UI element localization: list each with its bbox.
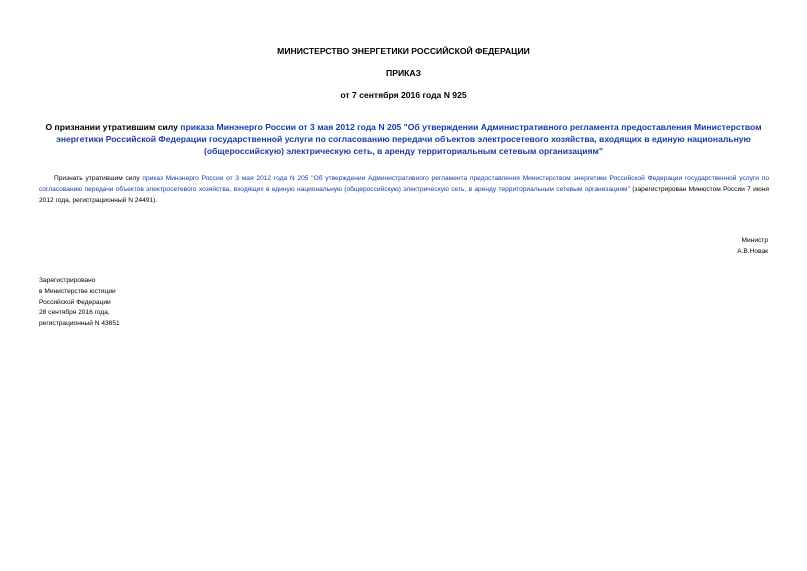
registration-line: регистрационный N 43851 [39,320,120,328]
order-type-heading: ПРИКАЗ [386,68,421,78]
registration-line: Российской Федерации [39,298,111,306]
registration-block [39,276,239,330]
registration-line: в Министерстве юстиции [39,287,116,295]
document-title [36,121,771,157]
title-order-link[interactable]: приказа Минэнерго России от 3 мая 2012 года N 205 "Об утверждении Административного регламента предоставления Министерством энергетики Российской Федерации государственной услуги по согласованию передачи объектов электросетевого хозяйства, входящих в единую национальную (общероссийскую) электрическую сеть, в аренду территориальным сетевым организациям" [56,122,762,156]
title-prefix: О признании утратившим силу [45,122,181,132]
signature-block [568,235,768,257]
registration-line: 28 сентября 2016 года, [39,309,110,317]
signatory-name: А.В.Новак [737,248,768,255]
ministry-heading: МИНИСТЕРСТВО ЭНЕРГЕТИКИ РОССИЙСКОЙ ФЕДЕРАЦИИ [277,46,530,56]
signatory-position: Министр [741,237,768,244]
body-paragraph [39,173,769,206]
body-order-link[interactable]: приказ Минэнерго России от 3 мая 2012 года N 205 "Об утверждении Административного регламента предоставления Министерством энергетики Российской Федерации государственной услуги по согласованию передачи объектов электросетевого хозяйства, входящих в единую национальную (общероссийскую) электрическую сеть, в аренду территориальным сетевым организациям" [39,175,769,193]
order-date-heading: от 7 сентября 2016 года N 925 [340,90,467,100]
registration-line: Зарегистрировано [39,277,96,284]
body-prefix: Признать утратившим силу [54,175,143,182]
body-suffix: (зарегистрирован Минюстом России 7 июня 2012 года, регистрационный N 24491). [39,186,769,204]
